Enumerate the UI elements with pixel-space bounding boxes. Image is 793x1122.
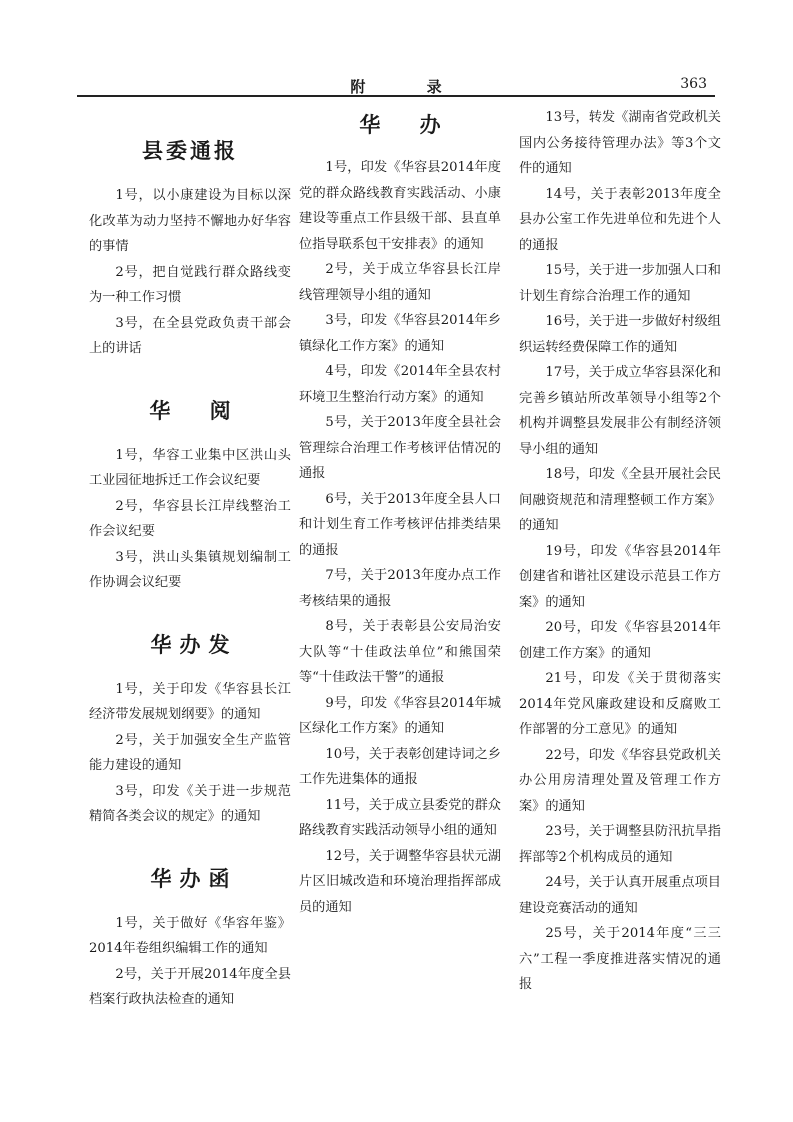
list-item: 13号，转发《湖南省党政机关国内公务接待管理办法》等3个文件的通知 [519,110,721,176]
list-item: 1号，以小康建设为目标以深化改革为动力坚持不懈地办好华容的事情 [89,188,291,254]
section-heading: 华 办 [359,112,457,137]
list-item: 4号，印发《2014年全县农村环境卫生整治行动方案》的通知 [299,364,501,405]
list-item: 16号，关于进一步做好村级组织运转经费保障工作的通知 [519,314,721,355]
section-hua-ban-fa [89,629,291,830]
column-right [519,105,721,998]
section-heading: 华办函 [150,865,238,891]
list-item: 24号，关于认真开展重点项目建设竞赛活动的通知 [519,875,721,916]
list-item: 1号，关于印发《华容县长江经济带发展规划纲要》的通知 [89,681,291,722]
list-item: 20号，印发《华容县2014年创建工作方案》的通知 [519,620,721,661]
page-number: 363 [680,76,707,92]
list-item: 21号，印发《关于贯彻落实2014年党风廉政建设和反腐败工作部署的分工意见》的通知 [519,671,721,737]
list-item: 3号，印发《华容县2014年乡镇绿化工作方案》的通知 [299,313,501,354]
section-hua-ban-continued [519,105,721,998]
list-item: 2号，关于开展2014年度全县档案行政执法检查的通知 [89,966,291,1007]
list-item: 25号，关于2014年度“三三六”工程一季度推进落实情况的通报 [519,926,721,992]
list-item: 1号，华容工业集中区洪山头工业园征地拆迁工作会议纪要 [89,447,291,488]
list-item: 9号，印发《华容县2014年城区绿化工作方案》的通知 [299,695,501,736]
list-item: 6号，关于2013年度全县人口和计划生育工作考核评估排类结果的通报 [299,491,501,558]
list-item: 12号，关于调整华容县状元湖片区旧城改造和环境治理指挥部成员的通知 [299,848,501,915]
section-heading: 华 阅 [149,397,247,423]
running-header [77,72,715,94]
section-hua-ban [299,109,501,920]
list-item: 5号，关于2013年度全县社会管理综合治理工作考核评估情况的通报 [299,415,501,481]
list-item: 2号，关于加强安全生产监管能力建设的通知 [89,732,291,773]
list-item: 23号，关于调整县防汛抗旱指挥部等2个机构成员的通知 [519,824,721,865]
column-middle [299,105,501,920]
list-item: 10号，关于表彰创建诗词之乡工作先进集体的通报 [299,746,501,787]
list-item: 2号，把自觉践行群众路线变为一种工作习惯 [89,264,291,305]
list-item: 3号，印发《关于进一步规范精简各类会议的规定》的通知 [89,783,291,824]
column-left [89,105,291,1013]
list-item: 1号，关于做好《华容年鉴》2014年卷组织编辑工作的通知 [89,915,291,956]
list-item: 1号，印发《华容县2014年度党的群众路线教育实践活动、小康建设等重点工作县级干部、县直单位指导联系包干安排表》的通知 [299,160,501,252]
list-item: 2号，华容县长江岸线整治工作会议纪要 [89,498,291,539]
list-item: 2号，关于成立华容县长江岸线管理领导小组的通知 [299,262,501,303]
header-rule [77,95,715,97]
list-item: 22号，印发《华容县党政机关办公用房清理处置及管理工作方案》的通知 [519,747,721,814]
section-heading: 华办发 [150,631,238,657]
list-item: 14号，关于表彰2013年度全县办公室工作先进单位和先进个人的通报 [519,186,721,253]
list-item: 3号，在全县党政负责干部会上的讲话 [89,315,291,356]
list-item: 7号，关于2013年度办点工作考核结果的通报 [299,568,501,609]
list-item: 3号，洪山头集镇规划编制工作协调会议纪要 [89,549,291,590]
section-heading: 县委通报 [142,138,238,163]
list-item: 8号，关于表彰县公安局治安大队等“十佳政法单位”和熊国荣等“十佳政法干警”的通报 [299,619,501,685]
list-item: 15号，关于进一步加强人口和计划生育综合治理工作的通知 [519,263,721,304]
list-item: 19号，印发《华容县2014年创建省和谐社区建设示范县工作方案》的通知 [519,543,721,610]
section-xianwei-tongbao [89,135,291,362]
list-item: 18号，印发《全县开展社会民间融资规范和清理整顿工作方案》的通知 [519,467,721,533]
header-title: 附 录 [350,78,470,96]
section-hua-ban-han [89,863,291,1013]
list-item: 17号，关于成立华容县深化和完善乡镇站所改革领导小组等2个机构并调整县发展非公有制经济领导小组的通知 [519,365,721,457]
section-hua-yue [89,395,291,596]
list-item: 11号，关于成立县委党的群众路线教育实践活动领导小组的通知 [299,797,501,838]
